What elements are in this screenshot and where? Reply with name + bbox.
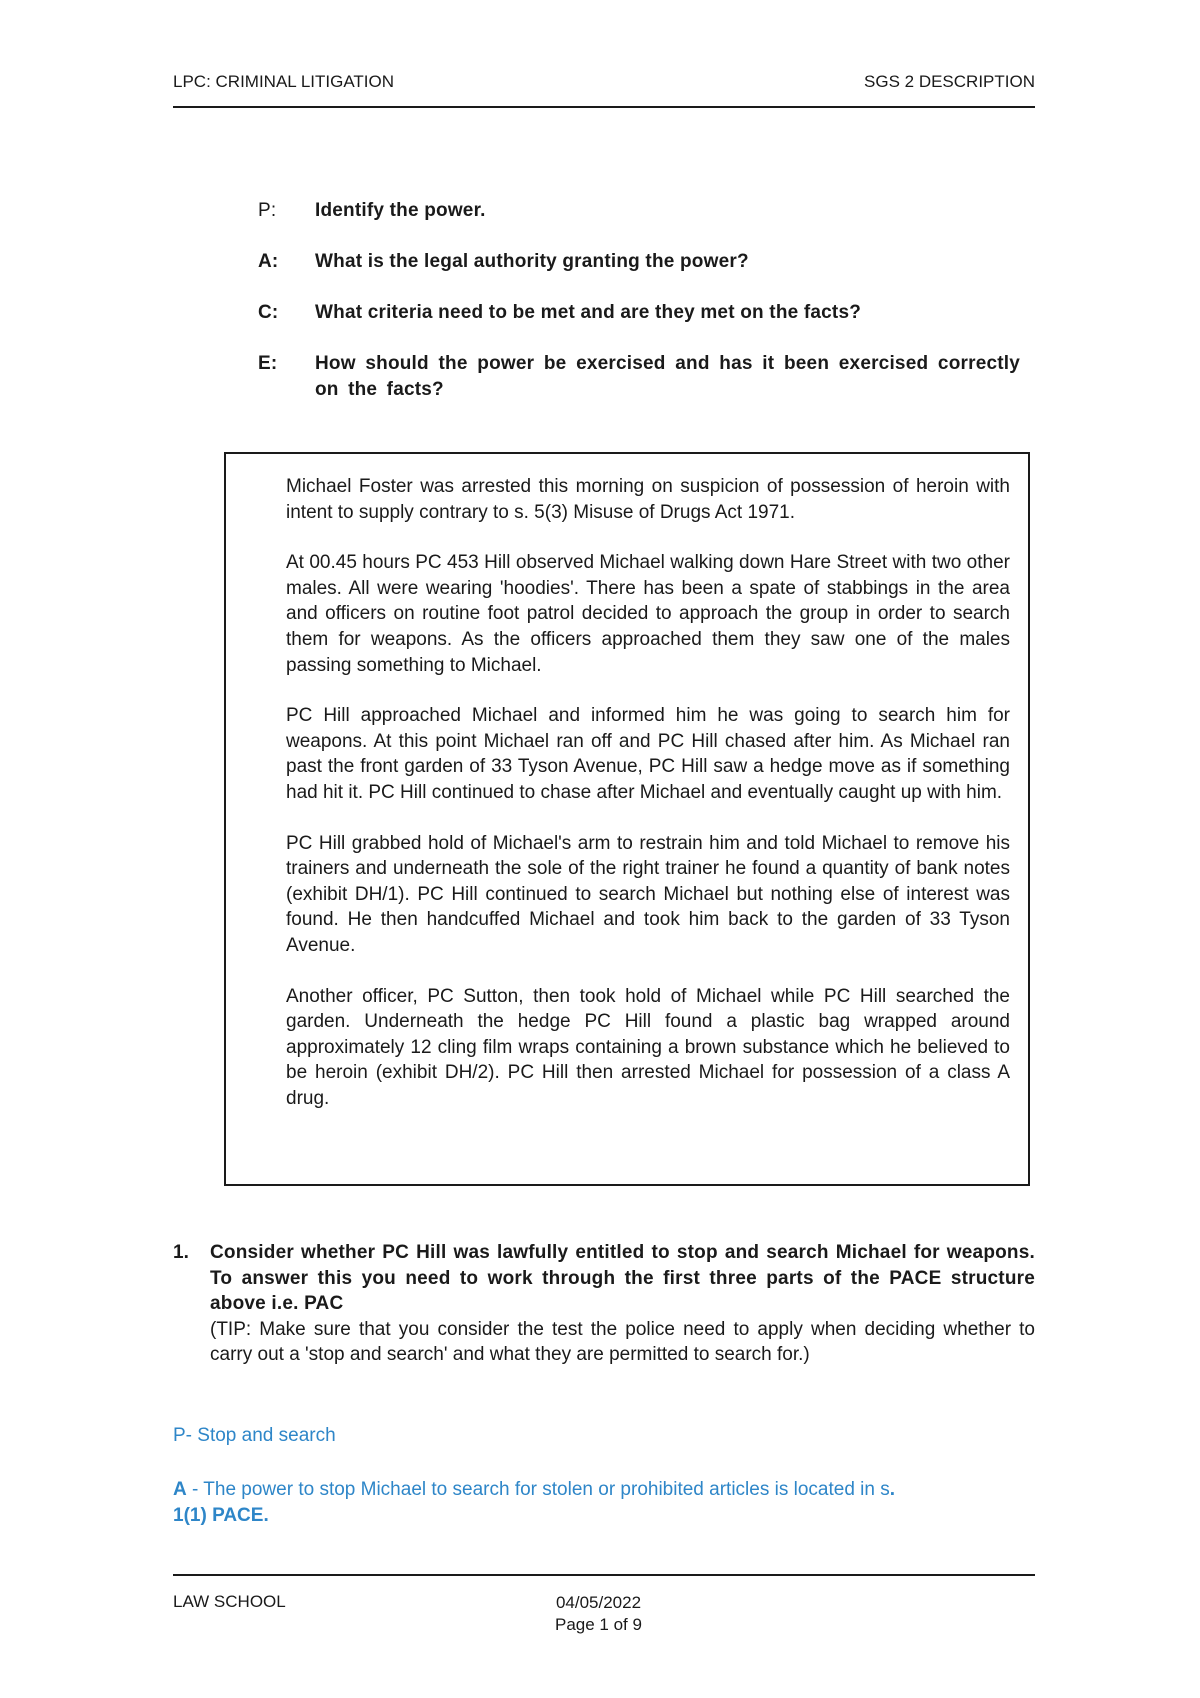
header-document-title: SGS 2 DESCRIPTION bbox=[864, 72, 1035, 91]
pace-structure-list bbox=[258, 198, 1020, 428]
footer-date: 04/05/2022 bbox=[555, 1593, 642, 1612]
answer-authority-reference: 1(1) PACE. bbox=[173, 1505, 269, 1526]
answer-authority bbox=[173, 1477, 1035, 1529]
pace-letter: E: bbox=[258, 353, 278, 374]
footer-center bbox=[555, 1592, 642, 1636]
pace-item-p bbox=[258, 198, 1020, 224]
pace-letter: A: bbox=[258, 251, 279, 272]
answer-power: P- Stop and search bbox=[173, 1425, 336, 1446]
pace-text: Identify the power. bbox=[315, 200, 486, 221]
pace-letter: C: bbox=[258, 302, 279, 323]
pace-item-c bbox=[258, 300, 1020, 326]
question-tip: (TIP: Make sure that you consider the test the police need to apply when deciding whether to carry out a 'stop and search' and what they are permitted to search for.) bbox=[210, 1318, 1035, 1366]
page-footer bbox=[173, 1574, 1035, 1634]
question-1 bbox=[173, 1240, 1035, 1368]
pace-letter: P: bbox=[258, 200, 277, 221]
answer-authority-text: - The power to stop Michael to search for stolen or prohibited articles is located in s bbox=[186, 1479, 890, 1500]
page-header bbox=[173, 70, 1035, 108]
pace-text: What is the legal authority granting the power? bbox=[315, 251, 749, 272]
pace-text: What criteria need to be met and are they met on the facts? bbox=[315, 302, 862, 323]
facts-paragraph: Another officer, PC Sutton, then took hold of Michael while PC Hill searched the garden. Underneath the hedge PC Hill found a plastic bag wrapped around approximately 12 cling film wraps containing a brown substance which he believed to be heroin (exhibit DH/2). PC Hill then arrested Michael for possession of a class A drug. bbox=[286, 985, 1010, 1109]
question-text: Consider whether PC Hill was lawfully entitled to stop and search Michael for weapons. To answer this you need to work through the first three parts of the PACE structure above i.e. PAC bbox=[210, 1242, 1035, 1315]
facts-paragraph: At 00.45 hours PC 453 Hill observed Michael walking down Hare Street with two other males. All were wearing 'hoodies'. There has been a spate of stabbings in the area and officers on routine foot patrol decided to approach the group in order to search them for weapons. As the officers approached them they saw one of the males passing something to Michael. bbox=[286, 552, 1010, 676]
pace-item-e bbox=[258, 351, 1020, 403]
question-number: 1. bbox=[173, 1242, 189, 1263]
case-facts-box bbox=[224, 452, 1030, 1186]
facts-paragraph: PC Hill grabbed hold of Michael's arm to restrain him and told Michael to remove his trainers and underneath the sole of the right trainer he found a quantity of bank notes (exhibit DH/1). PC Hill continued to search Michael but nothing else of interest was found. He then handcuffed Michael and took him back to the garden of 33 Tyson Avenue. bbox=[286, 832, 1010, 956]
facts-paragraph: Michael Foster was arrested this morning on suspicion of possession of heroin with intent to supply contrary to s. 5(3) Misuse of Drugs Act 1971. bbox=[286, 476, 1010, 523]
answer-authority-dot: . bbox=[889, 1479, 896, 1500]
footer-school: LAW SCHOOL bbox=[173, 1592, 286, 1611]
case-facts bbox=[286, 474, 1010, 1136]
pace-item-a bbox=[258, 249, 1020, 275]
facts-paragraph: PC Hill approached Michael and informed him he was going to search him for weapons. At this point Michael ran off and PC Hill chased after him. As Michael ran past the front garden of 33 Tyson Avenue, PC Hill saw a hedge move as if something had hit it. PC Hill continued to chase after Michael and eventually caught up with him. bbox=[286, 705, 1010, 803]
pace-text: How should the power be exercised and has it been exercised correctly on the facts? bbox=[315, 353, 1020, 400]
header-course-title: LPC: CRIMINAL LITIGATION bbox=[173, 72, 395, 91]
answer-authority-prefix: A bbox=[173, 1479, 187, 1500]
footer-page-number: Page 1 of 9 bbox=[555, 1615, 642, 1634]
